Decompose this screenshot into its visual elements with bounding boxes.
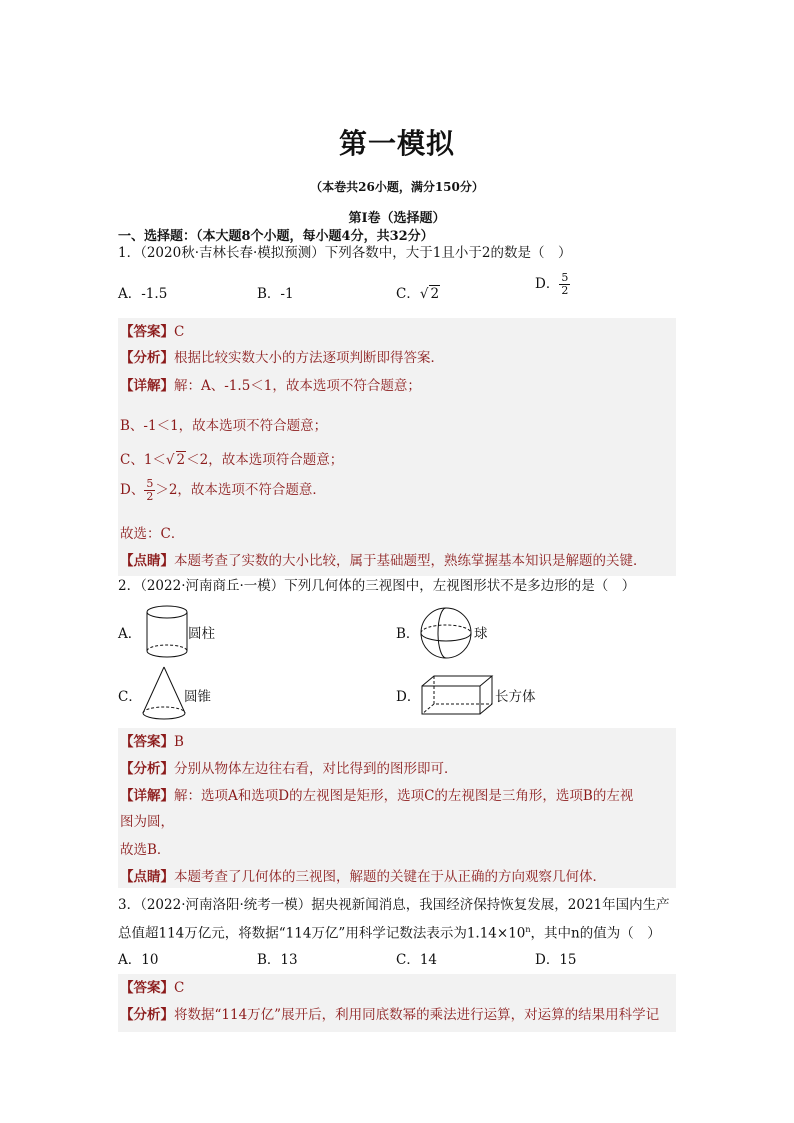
q3-option-b: B．13: [257, 952, 298, 968]
q1-detail: 【详解】解：A、-1.5＜1，故本选项不符合题意；: [120, 378, 421, 394]
question-3-stem-1: 3．（2022·河南洛阳·统考一模）据央视新闻消息，我国经济保持恢复发展，2021年国内生产: [118, 897, 670, 913]
cone-figure: [140, 665, 188, 723]
q2-comment: 【点睛】本题考查了几何体的三视图，解题的关键在于从正确的方向观察几何体．: [120, 869, 606, 885]
q1-choose: 故选：C．: [120, 526, 185, 542]
q2-choose: 故选B．: [120, 842, 171, 858]
q1-option-b: B．-1: [257, 286, 294, 302]
q1-detail-d: D、 $\frac{5}{2}$ ＞2，故本选项不符合题意．: [120, 477, 326, 503]
sphere-figure: [419, 606, 473, 660]
question-2-solution: [118, 728, 676, 888]
q2-option-d-label: 长方体: [495, 689, 536, 705]
q3-answer: 【答案】C: [120, 980, 185, 996]
q1-option-a: A．-1.5: [118, 286, 168, 302]
q1-answer: 【答案】C: [120, 324, 185, 340]
section-heading: 一、选择题：（本大题8个小题，每小题4分，共32分）: [118, 229, 434, 244]
q3-analysis: 【分析】将数据“114万亿”展开后，利用同底数幂的乘法进行运算，对运算的结果用科学记: [120, 1007, 660, 1023]
q2-option-a-label: 圆柱: [188, 626, 215, 642]
q2-option-c-label: 圆锥: [184, 689, 211, 705]
exam-subtitle: （本卷共26小题，满分150分）: [310, 180, 484, 194]
cuboid-figure: [420, 674, 496, 716]
q2-answer: 【答案】B: [120, 734, 184, 750]
question-2-stem: 2．（2022·河南商丘·一模）下列几何体的三视图中，左视图形状不是多边形的是（ ）: [118, 578, 636, 594]
volume-heading: 第Ⅰ卷（选择题）: [348, 211, 446, 226]
q3-option-a: A．10: [118, 952, 159, 968]
q1-comment: 【点睛】本题考查了实数的大小比较，属于基础题型，熟练掌握基本知识是解题的关键．: [120, 553, 647, 569]
q3-option-c: C．14: [396, 952, 438, 968]
q2-option-c: C．: [118, 689, 142, 705]
q1-analysis: 【分析】根据比较实数大小的方法逐项判断即得答案．: [120, 350, 444, 366]
question-1-options: [118, 271, 676, 306]
question-1-stem: 1．（2020秋·吉林长春·模拟预测）下列各数中，大于1且小于2的数是（ ）: [118, 245, 572, 261]
q3-option-d: D．15: [535, 952, 577, 968]
q2-option-a: A．: [118, 626, 142, 642]
cylinder-figure: [144, 604, 190, 660]
q2-option-b: B．: [396, 626, 420, 642]
q1-option-d: D． $\frac{5}{2}$: [535, 271, 569, 297]
question-3-solution: [118, 974, 676, 1032]
q2-analysis: 【分析】分别从物体左边往右看，对比得到的图形即可．: [120, 761, 458, 777]
question-1-solution: [118, 318, 676, 576]
q2-option-b-label: 球: [474, 626, 488, 642]
question-3-stem-2: 总值超114万亿元，将数据“114万亿”用科学记数法表示为$1.14\times 10^n$，其中n的值为（ ）: [118, 925, 661, 942]
q1-option-c: C．√ 2: [396, 286, 440, 302]
q2-detail-1: 【详解】解：选项A和选项D的左视图是矩形，选项C的左视图是三角形，选项B的左视: [120, 788, 634, 804]
q2-option-d: D．: [396, 689, 421, 705]
q2-detail-2: 图为圆，: [120, 814, 174, 830]
question-3-options: [118, 948, 676, 976]
page-title: 第一模拟: [338, 127, 455, 160]
q1-detail-b: B、-1＜1，故本选项不符合题意；: [120, 418, 328, 434]
q1-detail-c: C、1＜√ 2＜2，故本选项符合题意；: [120, 452, 344, 468]
